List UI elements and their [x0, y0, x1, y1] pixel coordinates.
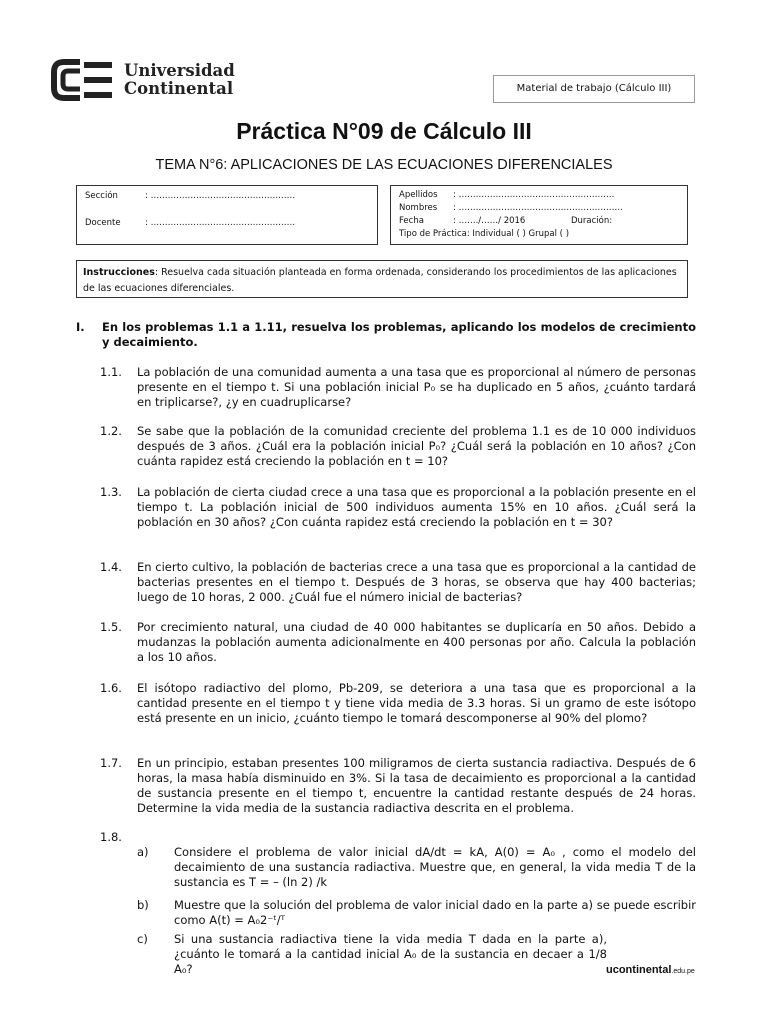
section-number: I.: [76, 320, 85, 334]
subitem: a) Considere el problema de valor inicial dA/dt = kA, A(0) = A₀ , como el modelo del decaimiento de una sustancia radiactiva. Muestre que, en general, la vida media T de la sustancia es T = – (ln 2) /k: [137, 845, 696, 889]
subitem: c) Si una sustancia radiactiva tiene la vida media T dada en la parte a), ¿cuánto le tomará a la cantidad inicial A₀ de la sustancia en decaer a 1/8 A₀?: [137, 932, 607, 976]
page-subtitle: TEMA N°6: APLICACIONES DE LAS ECUACIONES DIFERENCIALES: [155, 157, 613, 173]
instructions-text: : Resuelva cada situación planteada en forma ordenada, considerando los procedimientos de las aplicaciones de las ecuaciones diferenciales.: [83, 267, 677, 294]
problem-item: 1.6. El isótopo radiactivo del plomo, Pb-209, se deteriora a una tasa que es proporcional a la cantidad presente en el tiempo t y tiene vida media de 3.3 horas. Si un gramo de este isótopo está presente en un inicio, ¿cuánto tiempo le tomará descomponerse al 90% del plomo?: [100, 681, 696, 725]
fecha-row: Fecha : ……./……/ 2016 Duración:: [399, 216, 613, 226]
page-title: Práctica N°09 de Cálculo III: [236, 118, 532, 144]
material-label: Material de trabajo (Cálculo III): [493, 75, 695, 103]
footer-brand: ucontinental.edu.pe: [606, 964, 695, 976]
student-info-box: [390, 185, 688, 245]
section-teacher-box: [76, 185, 378, 245]
tipo-practica-row: Tipo de Práctica: Individual ( ) Grupal ( ): [399, 229, 570, 239]
section-text: En los problemas 1.1 a 1.11, resuelva los problemas, aplicando los modelos de crecimiento y decaimiento.: [102, 320, 696, 349]
university-logo-icon: [50, 58, 114, 102]
problem-item: 1.7. En un principio, estaban presentes 100 miligramos de cierta sustancia radiactiva. Después de 6 horas, la masa había disminuido en 3%. Si la tasa de decaimiento es proporcional a la cantidad de sustancia presente en el tiempo t, encuentre la cantidad restante después de 24 horas. Determine la vida media de la sustancia radiactiva descrita en el problema.: [100, 756, 696, 815]
seccion-row: Sección : ……………………………………………: [85, 191, 296, 201]
instructions-label: Instrucciones: [83, 267, 155, 278]
nombres-row: Nombres : ………………………………………………….: [399, 203, 623, 213]
subitem: b) Muestre que la solución del problema de valor inicial dado en la parte a) se puede escribir como A(t) = A₀2⁻ᵗ/ᵀ: [137, 898, 696, 927]
university-name: Universidad Continental: [124, 61, 235, 98]
problem-item: 1.1. La población de una comunidad aumenta a una tasa que es proporcional al número de personas presente en el tiempo t. Si una población inicial P₀ se ha duplicado en 5 años, ¿cuánto tardará en triplicarse?, ¿y en cuadruplicarse?: [100, 365, 696, 409]
problem-item: 1.5. Por crecimiento natural, una ciudad de 40 000 habitantes se duplicaría en 50 años. Debido a mudanzas la población aumenta adicionalmente en 400 personas por año. Calcula la población a los 10 años.: [100, 620, 696, 664]
problem-item: 1.2. Se sabe que la población de la comunidad creciente del problema 1.1 es de 10 000 individuos después de 3 años. ¿Cuál era la población inicial P₀? ¿Cuál será la población en 10 años? ¿Con cuánta rapidez está creciendo la población en t = 10?: [100, 424, 696, 468]
problem-item: 1.3. La población de cierta ciudad crece a una tasa que es proporcional a la población presente en el tiempo t. La población inicial de 500 individuos aumenta 15% en 10 años. ¿Cuál será la población en 30 años? ¿Con cuánta rapidez está creciendo la población en t = 30?: [100, 485, 696, 529]
apellidos-row: Apellidos : ……………………………………………….: [399, 190, 615, 200]
instructions-box: [76, 260, 688, 298]
problem-item: 1.4. En cierto cultivo, la población de bacterias crece a una tasa que es proporcional a la cantidad de bacterias presentes en el tiempo t. Después de 3 horas, se observa que hay 400 bacterias; luego de 10 horas, 2 000. ¿Cuál fue el número inicial de bacterias?: [100, 560, 696, 604]
docente-row: Docente : ……………………………………………: [85, 218, 296, 228]
section-heading: [76, 320, 696, 350]
